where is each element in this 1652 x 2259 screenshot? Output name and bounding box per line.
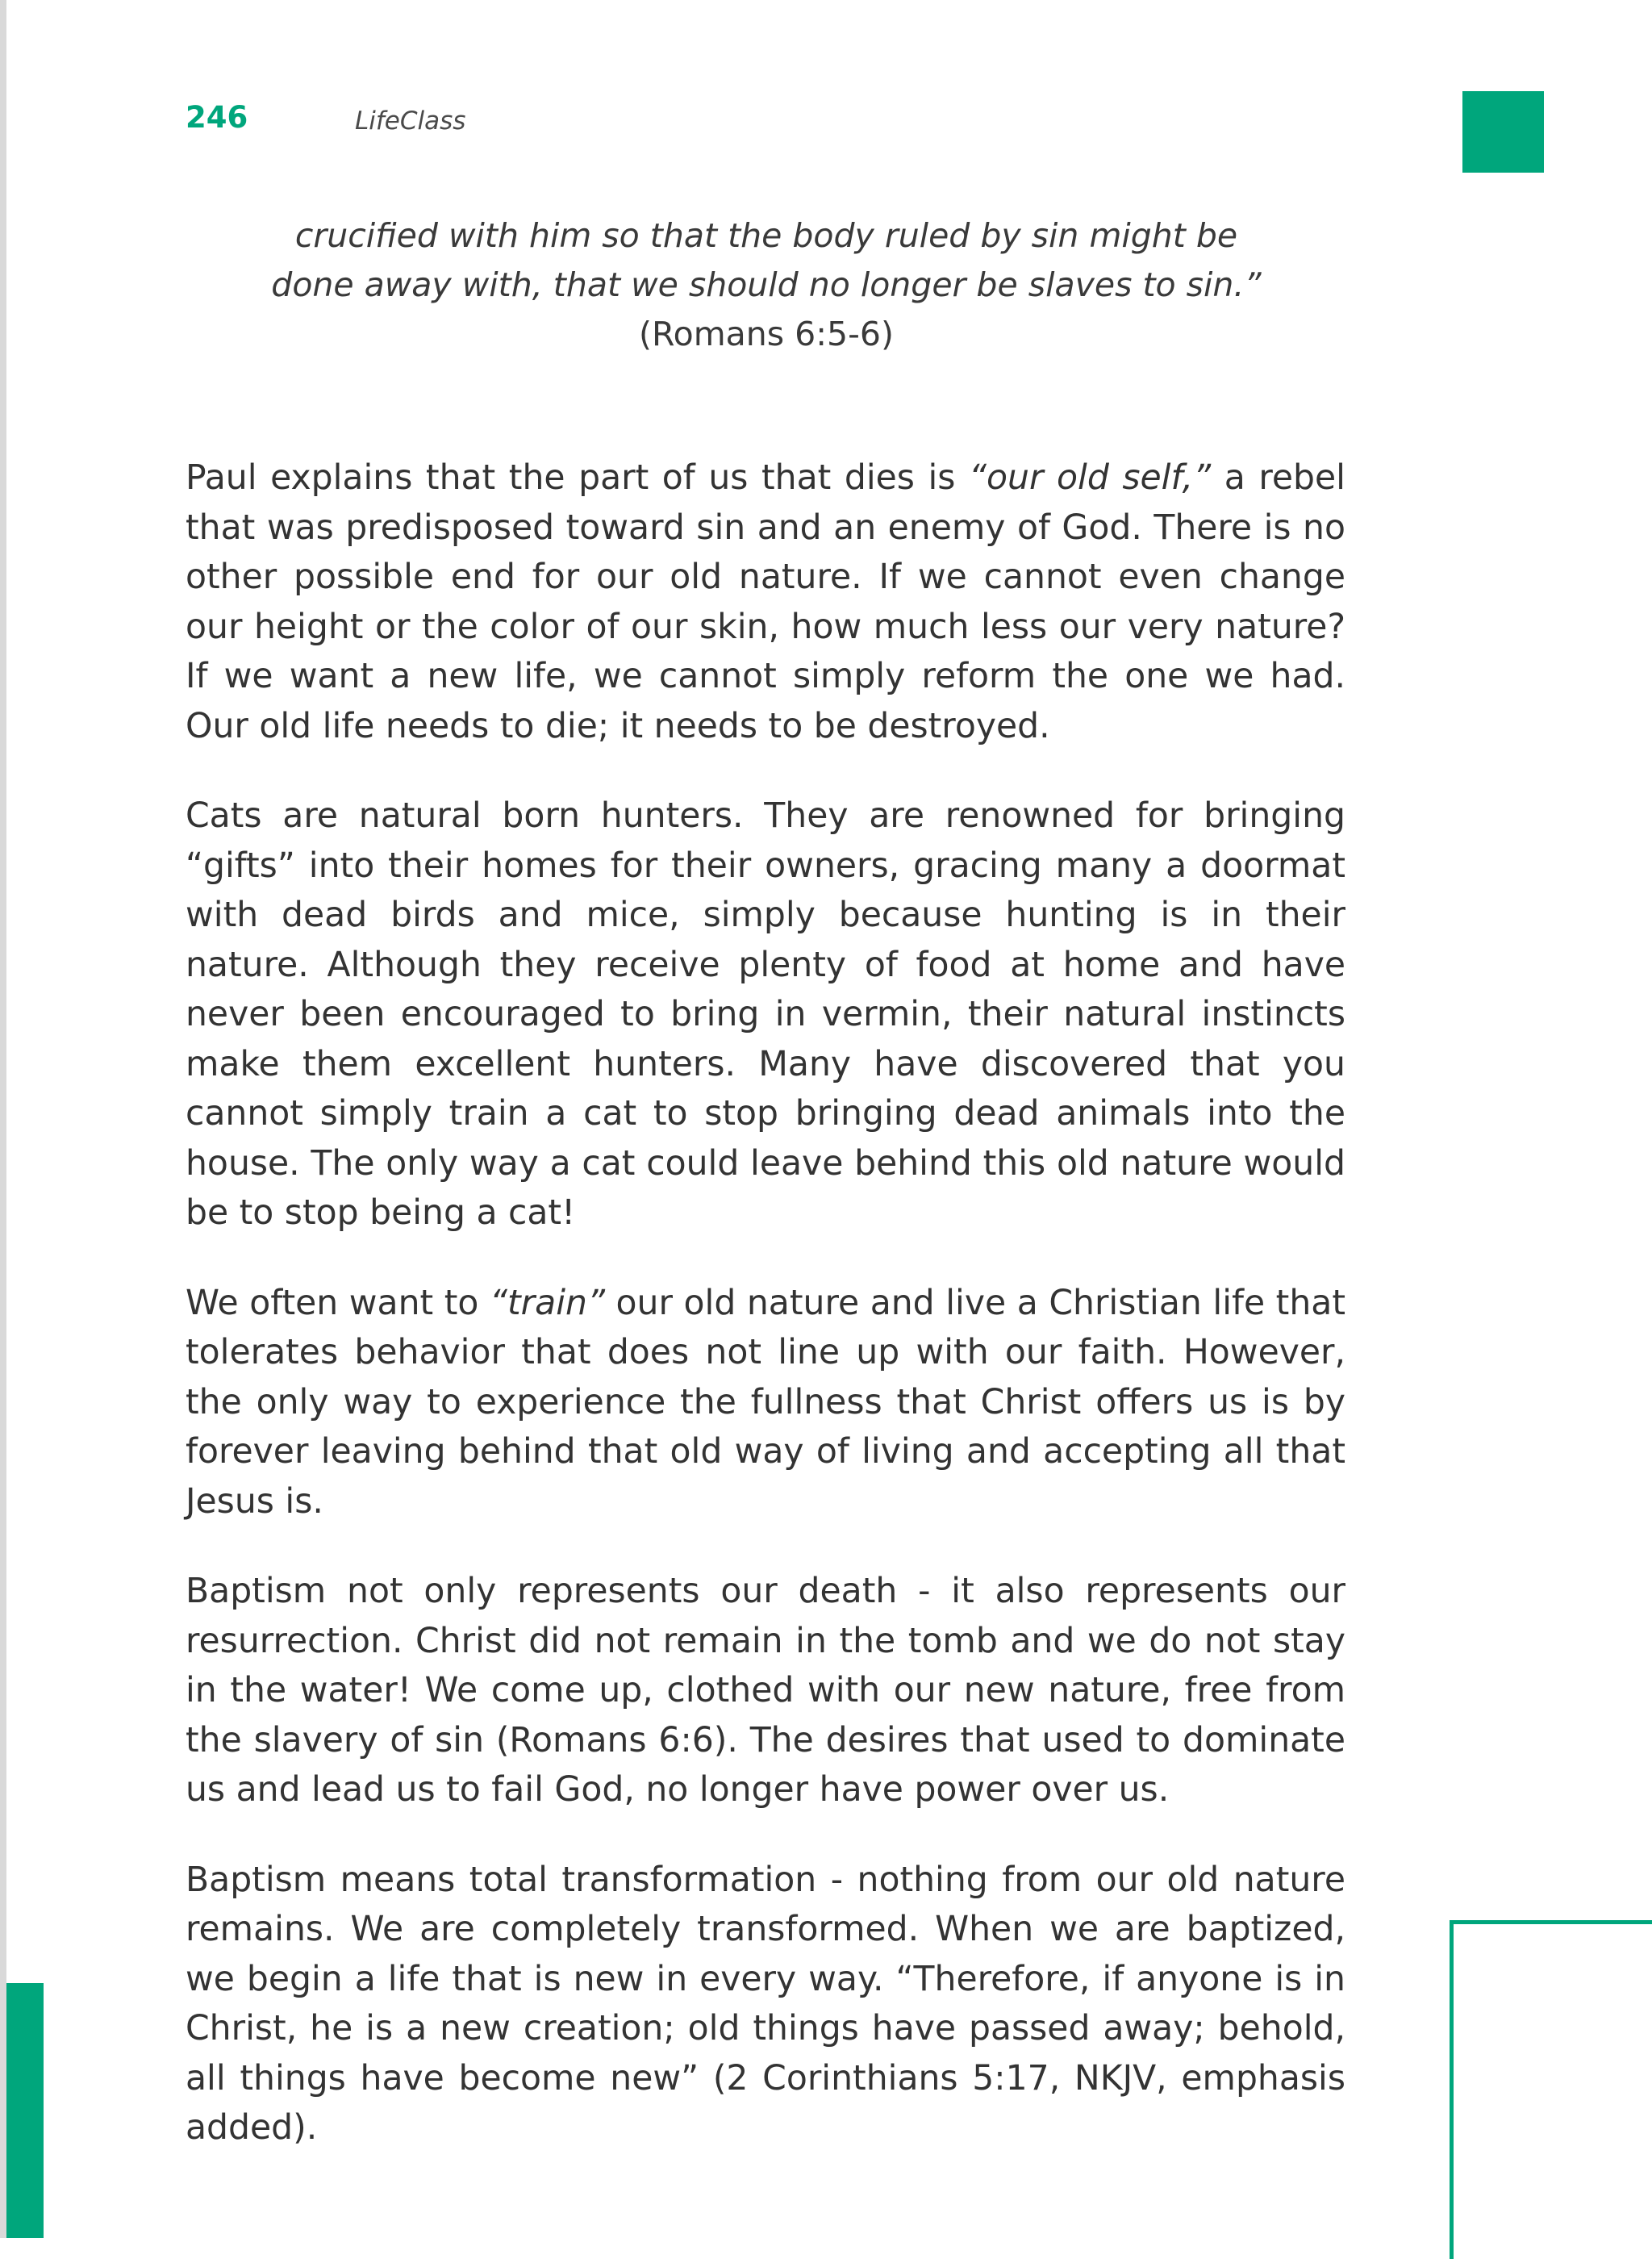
paragraph-4: Baptism not only represents our death - it also represents our resurrection. Christ did not remain in the tomb and we do not stay in the water! We come up, clothed with our new nature, free from the slavery of sin (Romans 6:6). The desires that used to dominate us and lead us to fail God, no longer have power over us. [186,1572,1345,1810]
body-text [186,453,1345,2194]
paragraph-1-start: Paul explains that the part of us that dies is [186,458,970,498]
paragraph-3 [186,1279,1345,1527]
corner-accent-frame [1450,1920,1652,2259]
paragraph-1-end: a rebel that was predisposed toward sin and an enemy of God. There is no other possible end for our old nature. If we cannot even change our height or the color of our skin, how much less our very nature? If we want a new life, we cannot simply reform the one we had. Our old life needs to die; it needs to be destroyed. [186,458,1345,746]
left-accent-bar [6,1983,44,2238]
running-title: LifeClass [355,106,466,136]
quote-reference: (Romans 6:5-6) [638,315,895,353]
corner-accent-square [1462,91,1544,173]
paragraph-3-emphasis: “train” [490,1283,605,1323]
paragraph-3-end: our old nature and live a Christian life that tolerates behavior that does not line up with our faith. However, the only way to experience the fullness that Christ offers us is by forever leaving behind that old way of living and accepting all that Jesus is. [186,1283,1345,1522]
paragraph-1 [186,453,1345,751]
page-number: 246 [186,100,248,135]
scripture-quote [266,211,1266,359]
paragraph-3-start: We often want to [186,1283,490,1323]
page-edge-line [0,0,6,2238]
paragraph-2: Cats are natural born hunters. They are renowned for bringing “gifts” into their homes for their owners, gracing many a doormat with dead birds and mice, simply because hunting is in their nature. Although they receive plenty of food at home and have never been encouraged to bring in vermin, their natural instincts make them excellent hunters. Many have discovered that you cannot simply train a cat to stop bringing dead animals into the house. The only way a cat could leave behind this old nature would be to stop being a cat! [186,796,1345,1233]
paragraph-1-emphasis: “our old self,” [969,458,1212,498]
quote-text: crucified with him so that the body ruled by sin might be done away with, that we should no longer be slaves to sin.” [271,216,1262,304]
paragraph-5: Baptism means total transformation - nothing from our old nature remains. We are completely transformed. When we are baptized, we begin a life that is new in every way. “Therefore, if anyone is in Christ, he is a new creation; old things have passed away; behold, all things have become new” (2 Corinthians 5:17, NKJV, emphasis added). [186,1860,1345,2148]
